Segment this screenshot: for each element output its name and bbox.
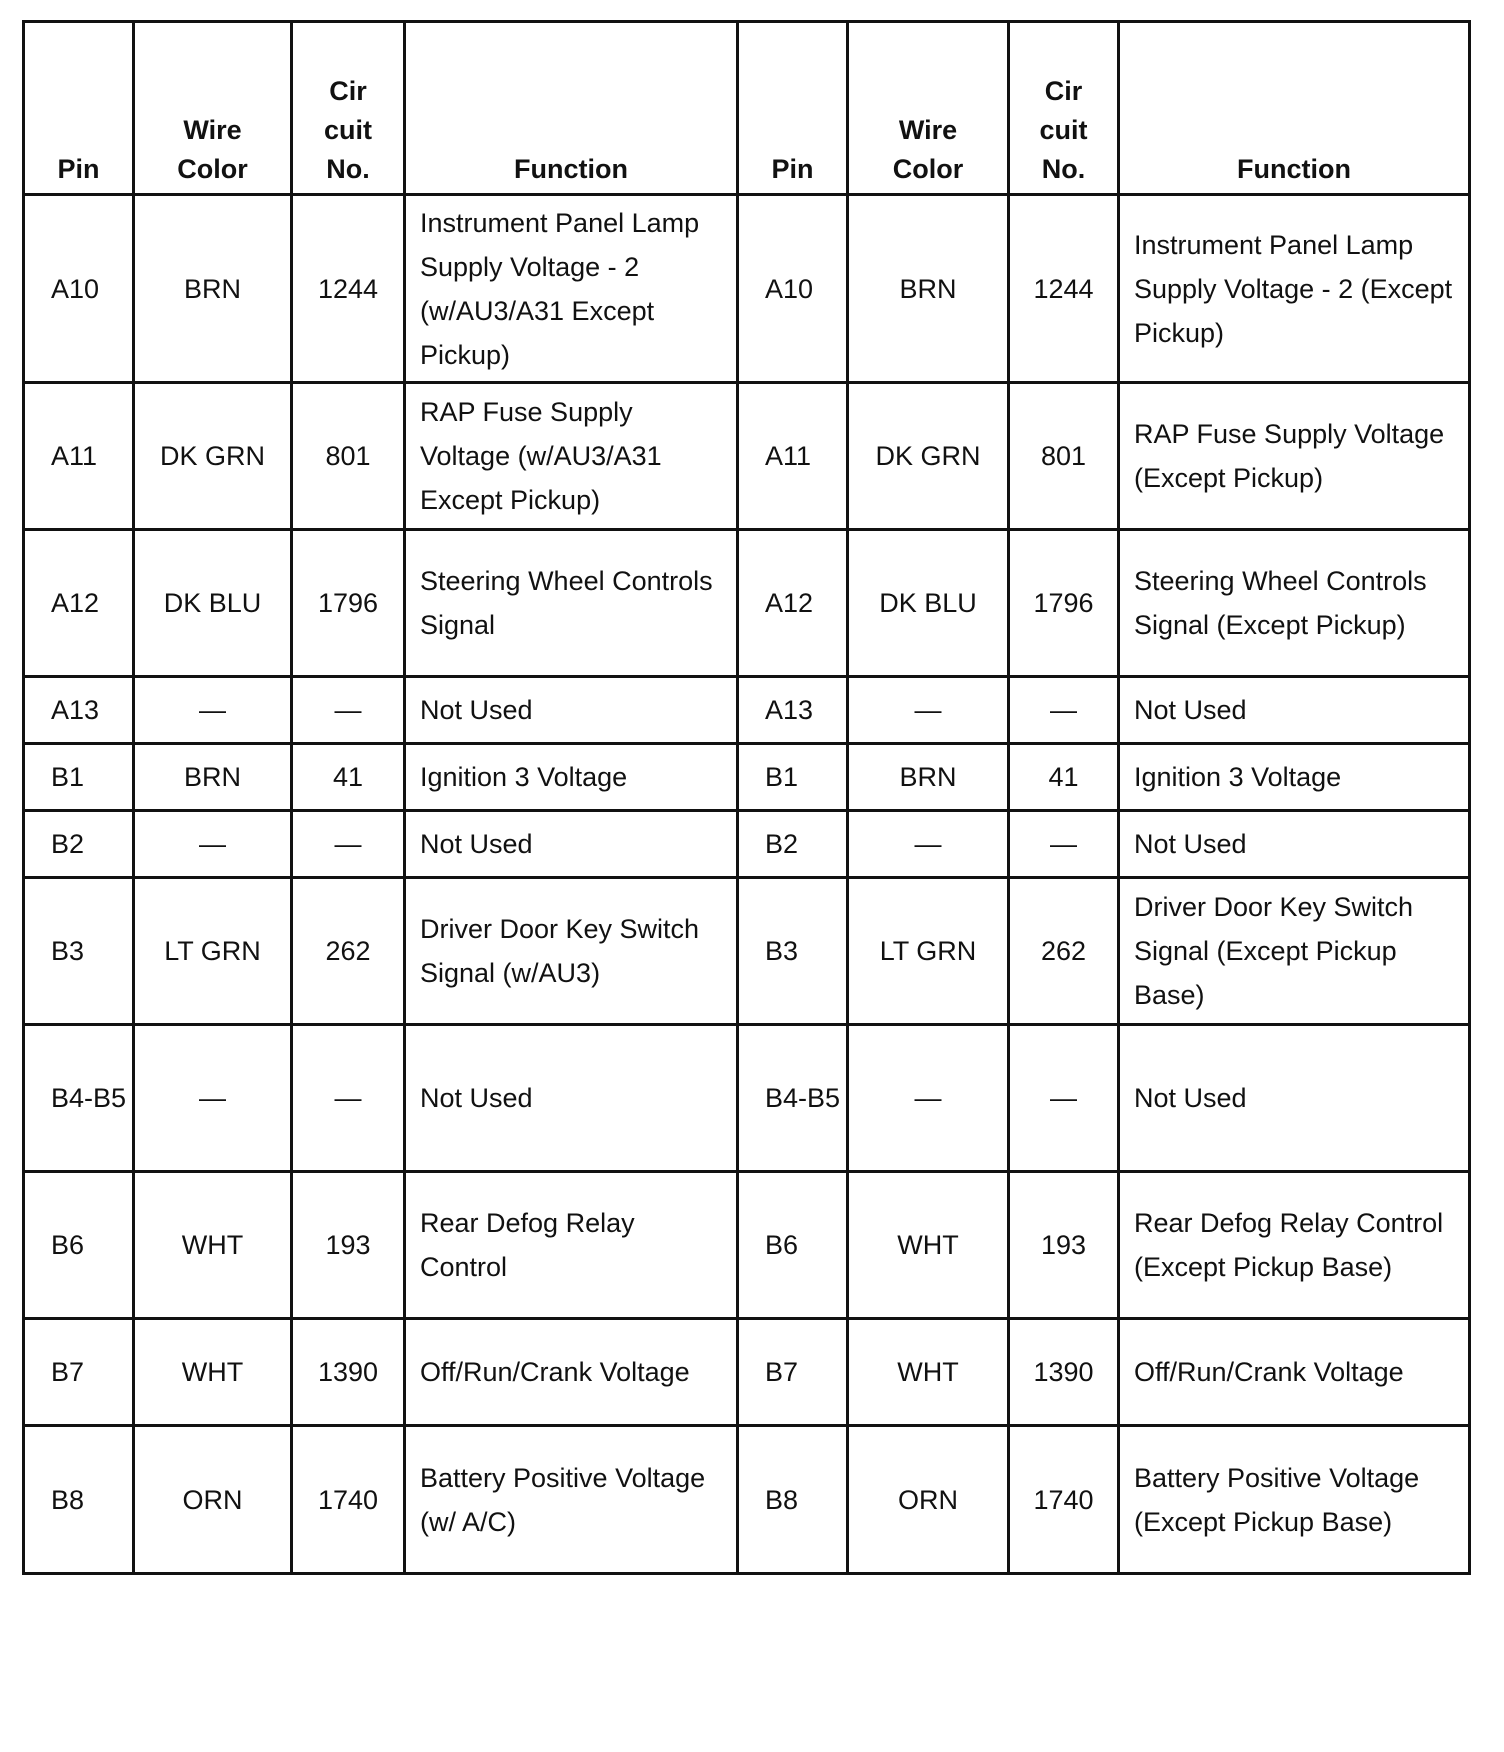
function-cell: Not Used [1119, 811, 1470, 878]
circuit-cell: 1390 [1009, 1319, 1119, 1426]
circuit-cell: 193 [1009, 1172, 1119, 1319]
function-cell: Ignition 3 Voltage [405, 744, 738, 811]
function-cell: Driver Door Key Switch Signal (w/AU3) [405, 878, 738, 1025]
pin-cell: B4-B5 [738, 1025, 848, 1172]
circuit-cell: 1740 [1009, 1426, 1119, 1574]
wire-color-cell: LT GRN [848, 878, 1009, 1025]
header-circuit-no-right: Cir cuit No. [1009, 22, 1119, 195]
function-cell: Off/Run/Crank Voltage [405, 1319, 738, 1426]
table-row [24, 744, 1470, 811]
function-cell: Not Used [405, 1025, 738, 1172]
wire-color-cell: DK GRN [134, 383, 292, 530]
wire-color-cell: — [134, 811, 292, 878]
pin-cell: B6 [738, 1172, 848, 1319]
wire-color-cell: DK GRN [848, 383, 1009, 530]
function-cell: RAP Fuse Supply Voltage (Except Pickup) [1119, 383, 1470, 530]
circuit-cell: 801 [1009, 383, 1119, 530]
pin-cell: B1 [738, 744, 848, 811]
pin-cell: A11 [24, 383, 134, 530]
circuit-cell: 1390 [292, 1319, 405, 1426]
circuit-cell: 1244 [1009, 195, 1119, 383]
header-function-right: Function [1119, 22, 1470, 195]
function-cell: Off/Run/Crank Voltage [1119, 1319, 1470, 1426]
wire-color-cell: LT GRN [134, 878, 292, 1025]
pin-cell: A12 [738, 530, 848, 677]
function-cell: Driver Door Key Switch Signal (Except Pickup Base) [1119, 878, 1470, 1025]
table-row [24, 878, 1470, 1025]
pin-cell: B2 [738, 811, 848, 878]
table-row [24, 530, 1470, 677]
pin-cell: B2 [24, 811, 134, 878]
connector-pinout-table [22, 20, 1471, 1575]
pin-cell: A10 [738, 195, 848, 383]
function-cell: Steering Wheel Controls Signal (Except Pickup) [1119, 530, 1470, 677]
header-pin-right: Pin [738, 22, 848, 195]
wire-color-cell: WHT [848, 1319, 1009, 1426]
function-cell: Not Used [405, 677, 738, 744]
wire-color-cell: — [134, 677, 292, 744]
circuit-cell: 1796 [1009, 530, 1119, 677]
header-row [24, 22, 1470, 195]
table-row [24, 383, 1470, 530]
pin-cell: A13 [24, 677, 134, 744]
circuit-cell: 801 [292, 383, 405, 530]
circuit-cell: 1244 [292, 195, 405, 383]
wire-color-cell: ORN [848, 1426, 1009, 1574]
header-wire-color-right: Wire Color [848, 22, 1009, 195]
pin-cell: A12 [24, 530, 134, 677]
wire-color-cell: WHT [134, 1172, 292, 1319]
wire-color-cell: DK BLU [848, 530, 1009, 677]
pin-cell: B3 [24, 878, 134, 1025]
header-function-left: Function [405, 22, 738, 195]
header-circuit-no-left: Cir cuit No. [292, 22, 405, 195]
circuit-cell: — [292, 677, 405, 744]
pin-cell: A11 [738, 383, 848, 530]
function-cell: Ignition 3 Voltage [1119, 744, 1470, 811]
circuit-cell: — [1009, 811, 1119, 878]
pin-cell: B7 [738, 1319, 848, 1426]
function-cell: RAP Fuse Supply Voltage (w/AU3/A31 Except Pickup) [405, 383, 738, 530]
pin-cell: A10 [24, 195, 134, 383]
wire-color-cell: BRN [848, 195, 1009, 383]
circuit-cell: 262 [1009, 878, 1119, 1025]
function-cell: Instrument Panel Lamp Supply Voltage - 2 (w/AU3/A31 Except Pickup) [405, 195, 738, 383]
header-pin-left: Pin [24, 22, 134, 195]
table-row [24, 1172, 1470, 1319]
wire-color-cell: BRN [134, 744, 292, 811]
wire-color-cell: BRN [848, 744, 1009, 811]
circuit-cell: 41 [292, 744, 405, 811]
circuit-cell: — [292, 811, 405, 878]
table-row [24, 677, 1470, 744]
table-row [24, 1319, 1470, 1426]
circuit-cell: 1796 [292, 530, 405, 677]
wire-color-cell: — [134, 1025, 292, 1172]
function-cell: Rear Defog Relay Control (Except Pickup Base) [1119, 1172, 1470, 1319]
pin-cell: A13 [738, 677, 848, 744]
function-cell: Battery Positive Voltage (Except Pickup Base) [1119, 1426, 1470, 1574]
circuit-cell: 1740 [292, 1426, 405, 1574]
pin-cell: B6 [24, 1172, 134, 1319]
circuit-cell: 262 [292, 878, 405, 1025]
table-row [24, 1025, 1470, 1172]
circuit-cell: 193 [292, 1172, 405, 1319]
pin-cell: B3 [738, 878, 848, 1025]
wire-color-cell: WHT [848, 1172, 1009, 1319]
function-cell: Rear Defog Relay Control [405, 1172, 738, 1319]
pin-cell: B7 [24, 1319, 134, 1426]
function-cell: Steering Wheel Controls Signal [405, 530, 738, 677]
pin-cell: B4-B5 [24, 1025, 134, 1172]
wire-color-cell: — [848, 811, 1009, 878]
circuit-cell: — [292, 1025, 405, 1172]
circuit-cell: — [1009, 1025, 1119, 1172]
table-row [24, 1426, 1470, 1574]
pin-cell: B1 [24, 744, 134, 811]
header-wire-color-left: Wire Color [134, 22, 292, 195]
table-row [24, 195, 1470, 383]
function-cell: Not Used [405, 811, 738, 878]
pin-cell: B8 [738, 1426, 848, 1574]
wire-color-cell: BRN [134, 195, 292, 383]
wire-color-cell: — [848, 1025, 1009, 1172]
wire-color-cell: ORN [134, 1426, 292, 1574]
function-cell: Instrument Panel Lamp Supply Voltage - 2 (Except Pickup) [1119, 195, 1470, 383]
wire-color-cell: — [848, 677, 1009, 744]
pin-cell: B8 [24, 1426, 134, 1574]
function-cell: Not Used [1119, 677, 1470, 744]
wire-color-cell: DK BLU [134, 530, 292, 677]
table-row [24, 811, 1470, 878]
circuit-cell: 41 [1009, 744, 1119, 811]
circuit-cell: — [1009, 677, 1119, 744]
function-cell: Not Used [1119, 1025, 1470, 1172]
function-cell: Battery Positive Voltage (w/ A/C) [405, 1426, 738, 1574]
wire-color-cell: WHT [134, 1319, 292, 1426]
